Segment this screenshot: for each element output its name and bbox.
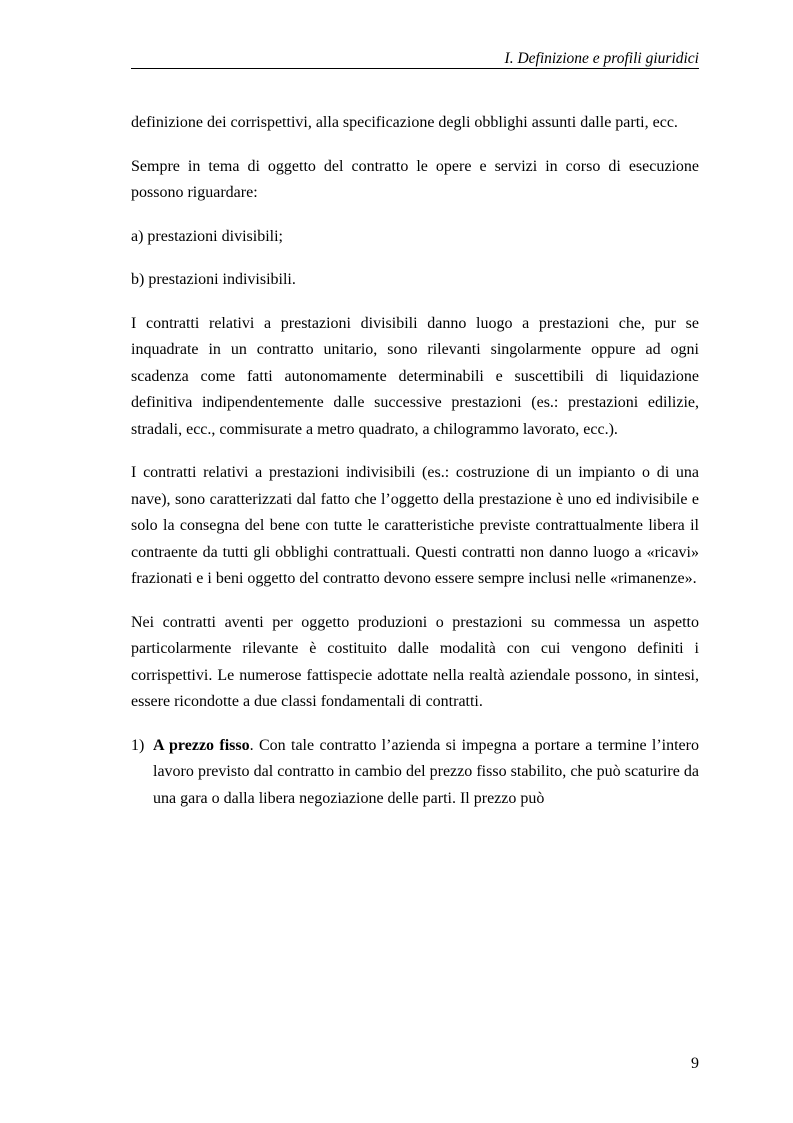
body-paragraph: I contratti relativi a prestazioni indivisibili (es.: costruzione di un impianto o di una nave), sono caratterizzati dal fatto che l’oggetto della prestazione è uno ed indivisibile e solo la consegna del bene con tutte le caratteristiche previste contrattualmente libera il contraente da tutti gli obblighi contrattuali. Questi contratti non danno luogo a «ricavi» frazionati e i beni oggetto del contratto devono essere sempre inclusi nelle «rimanenze». xyxy=(131,464,699,587)
body-paragraph: Nei contratti aventi per oggetto produzioni o prestazioni su commessa un aspetto particolarmente rilevante è costituito dalle modalità con cui vengono definiti i corrispettivi. Le numerose fattispecie adottate nella realtà aziendale possono, in sintesi, essere ricondotte a due classi fondamentali di contratti. xyxy=(131,613,699,710)
body-paragraph: Sempre in tema di oggetto del contratto le opere e servizi in corso di esecuzione possono riguardare: xyxy=(131,157,699,201)
body-paragraph: a) prestazioni divisibili; xyxy=(131,227,283,245)
list-item-text: . Con tale contratto l’azienda si impegna a portare a termine l’intero lavoro previsto dal contratto in cambio del prezzo fisso stabilito, che può scaturire da una gara o dalla libera negoziazione delle parti. Il prezzo può xyxy=(153,736,699,807)
body-paragraph: I contratti relativi a prestazioni divisibili danno luogo a prestazioni che, pur se inquadrate in un contratto unitario, sono rilevanti singolarmente oppure ad ogni scadenza come fatti autonomamente determinabili e suscettibili di liquidazione definitiva indipendentemente dalle successive prestazioni (es.: prestazioni edilizie, stradali, ecc., commisurate a metro quadrato, a chilogrammo lavorato, ecc.). xyxy=(131,314,699,438)
list-item-term: A prezzo fisso xyxy=(153,736,250,754)
header-divider xyxy=(131,68,699,69)
list-item-number: 1) xyxy=(131,736,145,754)
running-header: I. Definizione e profili giuridici xyxy=(504,50,699,67)
page-number: 9 xyxy=(691,1055,699,1072)
page-body xyxy=(131,110,699,812)
body-paragraph: b) prestazioni indivisibili. xyxy=(131,271,296,288)
body-paragraph: definizione dei corrispettivi, alla specificazione degli obblighi assunti dalle parti, ecc. xyxy=(131,114,678,131)
list-item xyxy=(131,733,699,813)
